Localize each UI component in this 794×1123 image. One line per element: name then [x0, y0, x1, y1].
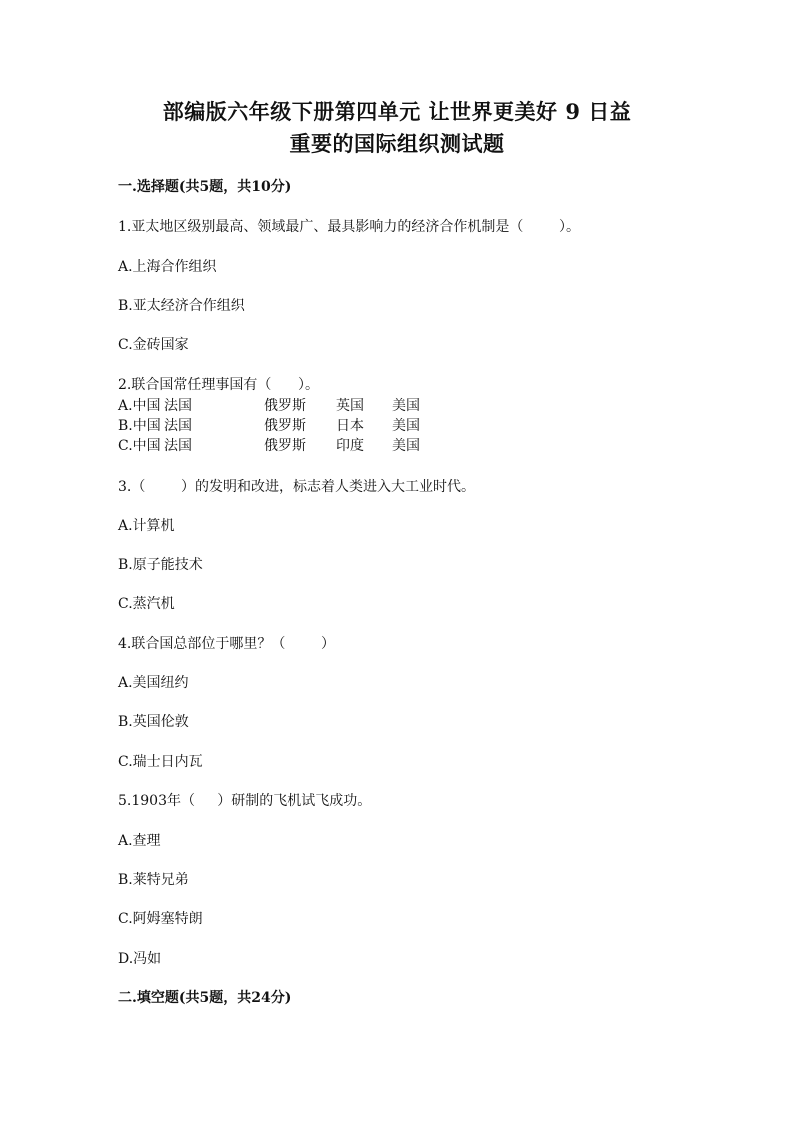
- option-cell: 英国: [336, 398, 364, 414]
- question-5-option-d: D.冯如: [118, 951, 162, 967]
- option-cell: B.中国: [118, 418, 161, 434]
- question-3-option-b: B.原子能技术: [118, 557, 203, 573]
- option-cell: 法国: [164, 418, 192, 434]
- question-2-option-a: [118, 396, 518, 416]
- option-cell: 俄罗斯: [264, 418, 306, 434]
- option-cell: C.中国: [118, 438, 161, 454]
- question-1-stem: 1.亚太地区级别最高、领域最广、最具影响力的经济合作机制是（ ）。: [118, 219, 580, 235]
- question-5-option-a: A.查理: [118, 833, 161, 849]
- option-cell: 美国: [392, 418, 420, 434]
- question-5-stem: 5.1903年（ ）研制的飞机试飞成功。: [118, 793, 372, 809]
- page-title-line-2: 重要的国际组织测试题: [289, 131, 505, 156]
- question-2-option-c: [118, 436, 518, 456]
- option-cell: 印度: [336, 438, 364, 454]
- question-5-option-b: B.莱特兄弟: [118, 872, 189, 888]
- question-2-stem: 2.联合国常任理事国有（ ）。: [118, 377, 320, 393]
- question-4-option-a: A.美国纽约: [118, 675, 189, 691]
- option-cell: A.中国: [118, 398, 161, 414]
- page-title-line-1: 部编版六年级下册第四单元 让世界更美好 9 日益: [162, 99, 632, 124]
- option-cell: 俄罗斯: [264, 438, 306, 454]
- question-1-option-a: A.上海合作组织: [118, 259, 217, 275]
- question-4-stem: 4.联合国总部位于哪里？（ ）: [118, 636, 335, 652]
- question-5-option-c: C.阿姆塞特朗: [118, 911, 203, 927]
- question-1-option-b: B.亚太经济合作组织: [118, 298, 245, 314]
- option-cell: 美国: [392, 398, 420, 414]
- option-cell: 法国: [164, 438, 192, 454]
- question-4-option-b: B.英国伦敦: [118, 714, 189, 730]
- question-3-stem: 3.（ ）的发明和改进，标志着人类进入大工业时代。: [118, 479, 475, 495]
- question-2-option-b: [118, 416, 518, 436]
- section-heading-choice: 一.选择题(共5题，共10分): [118, 179, 292, 195]
- option-cell: 美国: [392, 438, 420, 454]
- option-cell: 日本: [336, 418, 364, 434]
- question-1-option-c: C.金砖国家: [118, 337, 189, 353]
- question-3-option-c: C.蒸汽机: [118, 596, 175, 612]
- option-cell: 法国: [164, 398, 192, 414]
- question-4-option-c: C.瑞士日内瓦: [118, 754, 203, 770]
- section-heading-fill-in: 二.填空题(共5题，共24分): [118, 990, 292, 1006]
- option-cell: 俄罗斯: [264, 398, 306, 414]
- question-3-option-a: A.计算机: [118, 518, 175, 534]
